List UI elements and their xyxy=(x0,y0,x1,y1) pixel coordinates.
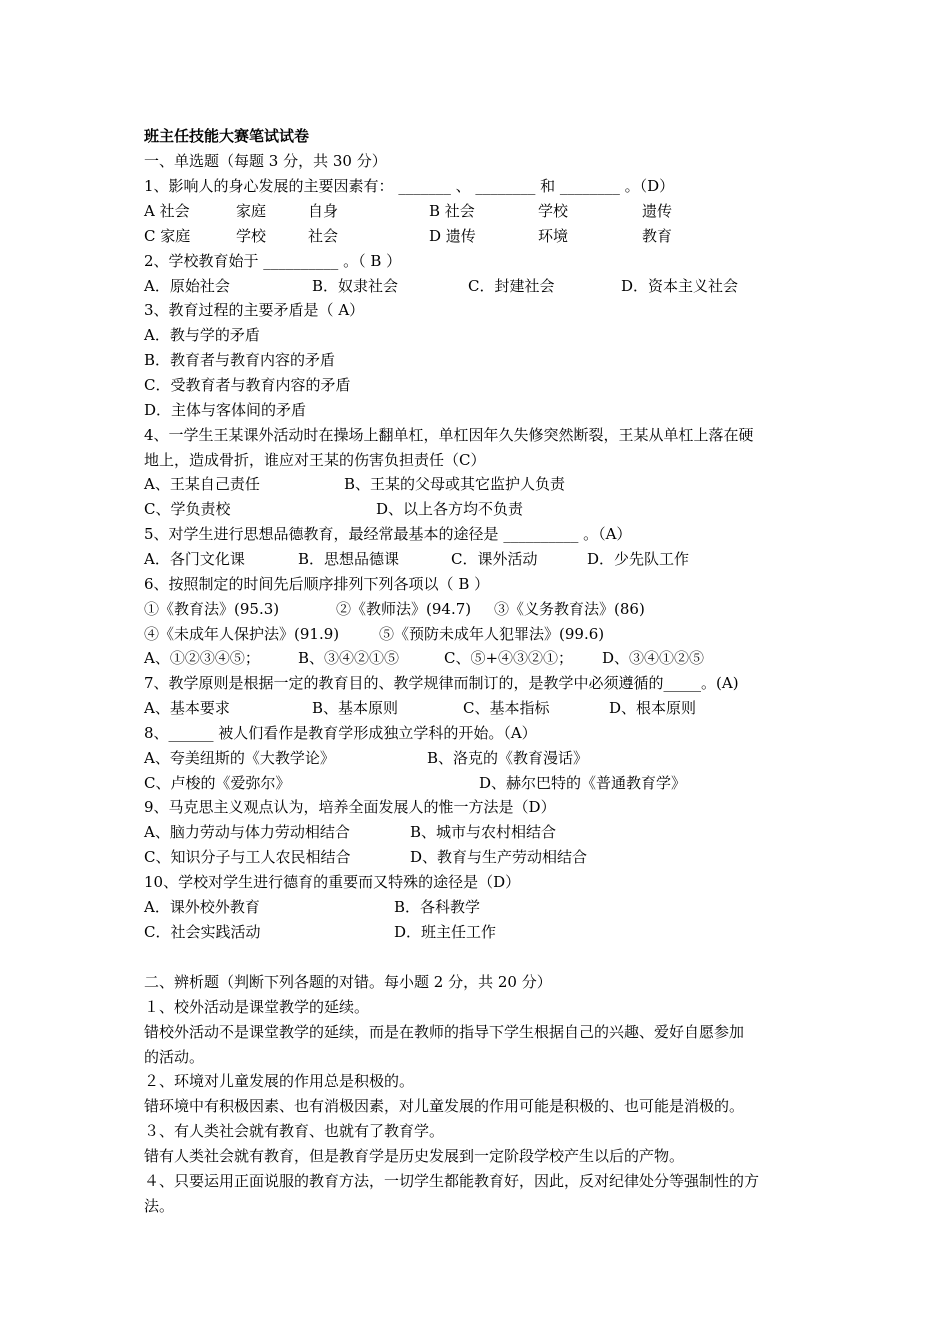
judge-item-1-question: １、校外活动是课堂教学的延续。 xyxy=(144,998,370,1016)
judge-item-3-answer: 错有人类社会就有教育，但是教育学是历史发展到一定阶段学校产生以后的产物。 xyxy=(144,1147,685,1165)
question-4-stem-line-2: 地上，造成骨折，谁应对王某的伤害负担责任（C） xyxy=(144,451,486,469)
question-6-items-row-1 xyxy=(144,597,784,621)
question-5-stem: 5、对学生进行思想品德教育，最经常最基本的途径是 __________ 。（A） xyxy=(144,525,632,543)
q6-item-2: ②《教师法》(94.7) xyxy=(336,600,472,618)
q4-option-d: D、以上各方均不负责 xyxy=(376,500,524,518)
judge-item-2-answer: 错环境中有积极因素、也有消极因素，对儿童发展的作用可能是积极的、也可能是消极的。 xyxy=(144,1097,745,1115)
q3-option-d: D．主体与客体间的矛盾 xyxy=(144,401,307,419)
q3-option-c: C．受教育者与教育内容的矛盾 xyxy=(144,376,351,394)
judge-item-4-question-line-1: ４、只要运用正面说服的教育方法，一切学生都能教育好，因此，反对纪律处分等强制性的方 xyxy=(144,1172,760,1190)
q7-option-c: C、基本指标 xyxy=(463,699,550,717)
section2-heading: 二、辨析题（判断下列各题的对错。每小题 2 分，共 20 分） xyxy=(144,973,552,991)
question-1-row-c xyxy=(144,224,744,248)
question-10-stem: 10、学校对学生进行德育的重要而又特殊的途径是（D） xyxy=(144,873,521,891)
q10-option-b: B．各科教学 xyxy=(394,898,481,916)
question-3-stem: 3、教育过程的主要矛盾是（ A） xyxy=(144,301,365,319)
q7-option-d: D、根本原则 xyxy=(609,699,697,717)
q1-option-a: A 社会 xyxy=(144,202,190,220)
question-10-options-row-1 xyxy=(144,895,784,919)
question-7-stem: 7、教学原则是根据一定的教育目的、教学规律而制订的，是教学中必须遵循的_____。(A) xyxy=(144,674,739,692)
judge-item-2-question: ２、环境对儿童发展的作用总是积极的。 xyxy=(144,1072,415,1090)
question-2-stem: 2、学校教育始于 __________ 。（ B ） xyxy=(144,252,402,270)
judge-item-1-answer-line-1: 错校外活动不是课堂教学的延续，而是在教师的指导下学生根据自己的兴趣、爱好自愿参加 xyxy=(144,1023,745,1041)
judge-item-4-question-line-2: 法。 xyxy=(144,1197,175,1215)
question-7-options xyxy=(144,696,784,720)
q4-option-a: A、王某自己责任 xyxy=(144,475,260,493)
question-4-options-row-2 xyxy=(144,497,744,521)
question-8-options-row-2 xyxy=(144,771,784,795)
question-6-stem: 6、按照制定的时间先后顺序排列下列各项以（ B ） xyxy=(144,575,490,593)
question-4-options-row-1 xyxy=(144,472,744,496)
question-4-stem-line-1: 4、一学生王某课外活动时在操场上翻单杠，单杠因年久失修突然断裂，王某从单杠上落在硬 xyxy=(144,426,754,444)
section1-heading: 一、单选题（每题 3 分，共 30 分） xyxy=(144,152,387,170)
q5-option-d: D．少先队工作 xyxy=(587,550,690,568)
q6-item-3: ③《义务教育法》(86) xyxy=(494,600,645,618)
question-1-stem: 1、影响人的身心发展的主要因素有： _______ 、 ________ 和 ________ 。（D） xyxy=(144,177,675,195)
q6-item-4: ④《未成年人保护法》(91.9) xyxy=(144,625,340,643)
q5-option-c: C．课外活动 xyxy=(451,550,538,568)
q2-option-b: B．奴隶社会 xyxy=(312,277,399,295)
question-9-options-row-2 xyxy=(144,845,784,869)
judge-item-1-answer-line-2: 的活动。 xyxy=(144,1048,205,1066)
q10-option-c: C．社会实践活动 xyxy=(144,923,261,941)
question-6-options xyxy=(144,646,784,670)
q1-option-b: B 社会 xyxy=(429,202,475,220)
question-6-items-row-2 xyxy=(144,622,784,646)
q10-option-a: A．课外校外教育 xyxy=(144,898,260,916)
q1-option-b-item-3: 遗传 xyxy=(642,202,673,220)
question-8-stem: 8、______ 被人们看作是教育学形成独立学科的开始。（A） xyxy=(144,724,537,742)
q3-option-b: B．教育者与教育内容的矛盾 xyxy=(144,351,336,369)
q1-option-b-item-2: 学校 xyxy=(538,202,569,220)
q9-option-b: B、城市与农村相结合 xyxy=(410,823,557,841)
q7-option-b: B、基本原则 xyxy=(312,699,399,717)
exam-title: 班主任技能大赛笔试试卷 xyxy=(144,127,310,145)
q6-option-c: C、⑤+④③②①； xyxy=(444,649,574,667)
q10-option-d: D．班主任工作 xyxy=(394,923,497,941)
q8-option-d: D、赫尔巴特的《普通教育学》 xyxy=(479,774,687,792)
q9-option-a: A、脑力劳动与体力劳动相结合 xyxy=(144,823,350,841)
q6-option-b: B、③④②①⑤ xyxy=(298,649,400,667)
q7-option-a: A、基本要求 xyxy=(144,699,230,717)
q2-option-c: C．封建社会 xyxy=(468,277,555,295)
q1-option-d-item-3: 教育 xyxy=(642,227,673,245)
q8-option-a: A、夸美纽斯的《大教学论》 xyxy=(144,749,335,767)
question-8-options-row-1 xyxy=(144,746,784,770)
q2-option-d: D．资本主义社会 xyxy=(621,277,739,295)
q8-option-b: B、洛克的《教育漫话》 xyxy=(427,749,589,767)
question-10-options-row-2 xyxy=(144,920,784,944)
q2-option-a: A．原始社会 xyxy=(144,277,230,295)
question-9-stem: 9、马克思主义观点认为，培养全面发展人的惟一方法是（D） xyxy=(144,798,556,816)
question-9-options-row-1 xyxy=(144,820,784,844)
q5-option-a: A．各门文化课 xyxy=(144,550,245,568)
q3-option-a: A．教与学的矛盾 xyxy=(144,326,260,344)
judge-item-3-question: ３、有人类社会就有教育、也就有了教育学。 xyxy=(144,1122,445,1140)
q1-option-c: C 家庭 xyxy=(144,227,191,245)
q6-option-a: A、①②③④⑤； xyxy=(144,649,260,667)
q1-option-d: D 遗传 xyxy=(429,227,476,245)
q9-option-d: D、教育与生产劳动相结合 xyxy=(410,848,588,866)
q6-option-d: D、③④①②⑤ xyxy=(602,649,705,667)
q4-option-b: B、王某的父母或其它监护人负责 xyxy=(344,475,566,493)
q1-option-a-item-3: 自身 xyxy=(308,202,339,220)
q1-option-a-item-2: 家庭 xyxy=(236,202,267,220)
q6-item-1: ①《教育法》(95.3) xyxy=(144,600,280,618)
q9-option-c: C、知识分子与工人农民相结合 xyxy=(144,848,351,866)
question-5-options xyxy=(144,547,784,571)
q4-option-c: C、学负责校 xyxy=(144,500,231,518)
q1-option-d-item-2: 环境 xyxy=(538,227,569,245)
question-1-row-a xyxy=(144,199,744,223)
q8-option-c: C、卢梭的《爱弥尔》 xyxy=(144,774,291,792)
q5-option-b: B．思想品德课 xyxy=(298,550,400,568)
question-2-options xyxy=(144,274,784,298)
q6-item-5: ⑤《预防未成年人犯罪法》(99.6) xyxy=(379,625,605,643)
q1-option-c-item-2: 学校 xyxy=(236,227,267,245)
q1-option-c-item-3: 社会 xyxy=(308,227,339,245)
